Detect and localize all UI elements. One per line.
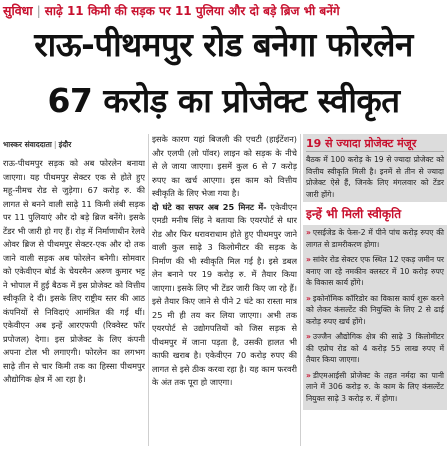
article-column-1 — [3, 157, 145, 449]
bullet-mark: » — [306, 228, 311, 237]
byline — [3, 140, 138, 150]
sidebar-title: 19 से ज्यादा प्रोजेक्ट मंजूर — [306, 136, 444, 152]
list-item — [306, 370, 444, 405]
article-column-2 — [152, 133, 297, 449]
list-item — [306, 254, 444, 289]
byline-separator: | — [53, 140, 57, 149]
column-2-text: इसके कारण यहां बिजली की एचटी (हाईटेंशन) और एलपी (लो पॉवर) लाइन को सड़क के नीचे से ले जाया जाएगा। इसमें कुल 6 से 7 करोड़ रुपए का खर्च आएगा। इस काम को वित्तीय स्वीकृति के लिए भेजा गया है। — [152, 134, 297, 198]
kicker-label: सुविधा — [3, 2, 33, 18]
byline-city: इंदौर — [58, 140, 72, 149]
list-item — [306, 227, 444, 250]
sidebar — [303, 134, 447, 450]
kicker-strap — [0, 0, 447, 20]
list-item-text: इकोनॉमिक कॉरिडोर का विकास कार्य शुरू करने को लेकर कंसल्टेंट की नियुक्ति के लिए 2 से ढाई करोड़ रुपए खर्च होंगे। — [306, 293, 444, 326]
list-item-text: डीएमआईसी प्रोजेक्ट के तहत नर्मदा का पानी लाने में 306 करोड़ रु. के काम के लिए कंसल्टेंट नियुक्त साढ़े 3 करोड़ रु. में होगा। — [306, 370, 444, 403]
column-2-text-cont: एकेवीएन एमडी मनीष सिंह ने बताया कि एयरपोर्ट से धार रोड और फिर धरावराधाम होते हुए पीथमपुर जाने वाली कुल साढ़े 3 किलोमीटर की सड़क के निर्माण की भी स्वीकृति मिल गई है। इसे डबल लेन बनाने पर 19 करोड़ रु. में तैयार किया जाएगा। इसके लिए भी टेंडर जारी किए जा रहे हैं। इसे तैयार किए जाने से पीने 2 घंटे का रास्ता मात्र 25 मी ही तय कर लिया जाएगा। अभी तक एयरपोर्ट से उद्योगपतियों को जिस सड़क से पीथमपुर में जाना पड़ता है, उसकी हालत भी काफी खराब है। एकेवीएन 70 करोड़ रुपए की लागत से इसे ठीक करवा रहा है। यह काम फरवरी के अंत तक पूरा हो जाएगा। — [152, 201, 297, 387]
headline-line-1: राऊ-पीथमपुर रोड बनेगा फोरलेन — [34, 25, 413, 64]
sidebar-box — [303, 134, 447, 202]
column-divider — [148, 134, 149, 446]
list-item-text: सांवेर रोड सेक्टर एफ स्थित 12 एकड़ जमीन पर बनाए जा रहे नमकीन क्लस्टर में 10 करोड़ रुपए के विकास कार्य होंगे। — [306, 255, 444, 287]
byline-source: भास्कर संवाददाता — [3, 140, 52, 149]
headline-line-2: 67 करोड़ का प्रोजेक्ट स्वीकृत — [47, 81, 400, 120]
column-1-text: राऊ-पीथमपुर सड़क को अब फोरलेन बनाया जाएगा। यह पीथमपुर सेक्टर एक से होते हुए महू-नीमच रोड से जुड़ेगा। 67 करोड़ रु. की लागत से बनने वाली साढ़े 11 किमी लंबी सड़क पर 11 पुलियाएं और दो बड़े ब्रिज बनेंगे। इसके टेंडर भी जारी हो गए हैं। रोड़ में निर्माणाधीन रेलवे ओवर ब्रिज से पीथमपुर सेक्टर-एक और दो तक जाने वाली सड़क अब फोरलेन बनेगी। सोमवार को एकेवीएन बोर्ड के चेयरमैन अरुण कुमार भट्ट ने भोपाल में हुई बैठक में इस प्रोजेक्ट को वित्तीय स्वीकृति दे दी। इसके लिए राष्ट्रीय स्तर की आठ कंपनियों से निविदाएं आमंत्रित की गई थीं। एकेवीएन अब इन्हें आरएफपी (रिक्वेस्ट फॉर प्रपोजल) देगा। इस प्रोजेक्ट के लिए कंपनी अपना टोल भी लगाएगी। फोरलेन का लगभग साढ़े तीन से चार किमी तक का हिस्सा पीथमपुर औद्योगिक क्षेत्र में आ रहा है। — [3, 158, 145, 384]
list-item — [306, 331, 444, 366]
list-item-text: उज्जैन औद्योगिक क्षेत्र की साढ़े 3 किलोमीटर की एप्रोच रोड को 4 करोड़ 55 लाख रुपए में तैयार किया जाएगा। — [306, 332, 444, 364]
bullet-mark: » — [306, 255, 311, 264]
bullet-mark: » — [306, 332, 311, 341]
bullet-mark: » — [306, 370, 311, 380]
sidebar-divider — [300, 134, 301, 446]
bullet-mark: » — [306, 293, 311, 303]
sidebar-list — [303, 225, 447, 410]
deck-text: साढ़े 11 किमी की सड़क पर 11 पुलिया और दो बड़े ब्रिज भी बनेंगे — [44, 3, 340, 18]
kicker-divider: | — [36, 2, 41, 18]
sidebar-subtitle: इन्हें भी मिली स्वीकृति — [306, 207, 402, 221]
sidebar-intro: बैठक में 100 करोड़ के 19 से ज्यादा प्रोजेक्ट को वित्तीय स्वीकृति मिली है। इनमें से तीन से ज्यादा प्रोजेक्ट ऐसे हैं, जिनके लिए मंगलवार को टेंडर जारी होंगे। — [306, 155, 444, 199]
column-2-subhead: दो घंटे का सफर अब 25 मिनट में- — [152, 201, 267, 212]
list-item — [306, 293, 444, 328]
list-item-text: एसईजेड के फेस-2 में पीने पांच करोड़ रुपए की लागत से डामरीकरण होगा। — [306, 228, 444, 249]
